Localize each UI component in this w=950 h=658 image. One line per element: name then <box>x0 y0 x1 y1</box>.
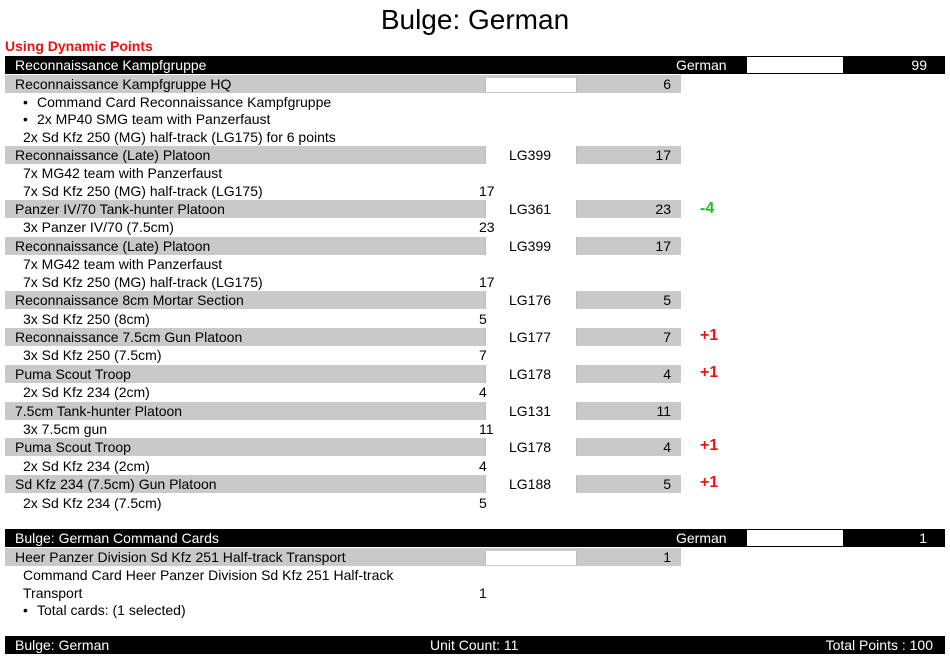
unit-points: 11 <box>656 403 671 419</box>
card-points: 1 <box>663 549 671 565</box>
unit-code: LG131 <box>485 402 577 420</box>
unit-row[interactable] <box>5 365 681 383</box>
unit-row[interactable] <box>5 237 681 255</box>
unit-code: LG188 <box>485 475 577 493</box>
footer-total-points: Total Points : 100 <box>825 637 933 653</box>
unit-code <box>485 78 577 92</box>
force-faction: German <box>676 57 727 73</box>
unit-points: 4 <box>663 366 671 382</box>
unit-detail-points: 17 <box>479 274 495 290</box>
unit-code: LG399 <box>485 237 577 255</box>
unit-name: 7.5cm Tank-hunter Platoon <box>15 403 183 419</box>
unit-points: 23 <box>655 201 671 217</box>
cards-section-title: Bulge: German Command Cards <box>15 530 219 546</box>
unit-detail-points: 17 <box>479 183 495 199</box>
cards-faction: German <box>676 530 727 546</box>
unit-name: Reconnaissance 8cm Mortar Section <box>15 292 244 308</box>
point-change-badge: +1 <box>700 474 719 491</box>
unit-code: LG176 <box>485 291 577 309</box>
unit-name: Reconnaissance Kampfgruppe HQ <box>15 76 232 92</box>
unit-detail: 2x Sd Kfz 234 (7.5cm) <box>23 495 162 511</box>
unit-detail: 3x Sd Kfz 250 (7.5cm) <box>23 347 162 363</box>
unit-name: Puma Scout Troop <box>15 439 131 455</box>
unit-points: 17 <box>655 147 671 163</box>
card-row[interactable] <box>5 548 681 566</box>
force-name: Reconnaissance Kampfgruppe <box>15 57 207 73</box>
unit-detail: 7x Sd Kfz 250 (MG) half-track (LG175) <box>23 183 263 199</box>
force-points: 99 <box>911 57 927 73</box>
footer-unit-count: Unit Count: 11 <box>430 637 519 653</box>
unit-detail-points: 4 <box>479 458 487 474</box>
unit-row[interactable] <box>5 402 681 420</box>
unit-row[interactable] <box>5 146 681 164</box>
point-change-badge: +1 <box>700 327 719 344</box>
card-total: • Total cards: (1 selected) <box>37 601 186 619</box>
unit-row[interactable] <box>5 328 681 346</box>
unit-detail: 3x 7.5cm gun <box>23 421 108 437</box>
force-header-bar <box>5 56 945 74</box>
unit-row[interactable] <box>5 200 681 218</box>
card-name: Heer Panzer Division Sd Kfz 251 Half-track Transport <box>15 549 346 565</box>
unit-code: LG399 <box>485 146 577 164</box>
unit-points: 17 <box>655 238 671 254</box>
unit-name: Sd Kfz 234 (7.5cm) Gun Platoon <box>15 476 217 492</box>
force-points-box <box>747 57 843 73</box>
page-title: Bulge: German <box>380 4 570 35</box>
unit-detail-points: 4 <box>479 384 487 400</box>
unit-detail-bullet: • 2x MP40 SMG team with Panzerfaust <box>37 110 270 128</box>
unit-name: Panzer IV/70 Tank-hunter Platoon <box>15 201 225 217</box>
card-code <box>485 551 577 565</box>
footer-list-name: Bulge: German <box>15 637 110 653</box>
unit-points: 7 <box>663 329 671 345</box>
cards-header-bar <box>5 529 945 547</box>
unit-code: LG178 <box>485 438 577 456</box>
unit-row[interactable] <box>5 75 681 93</box>
unit-detail: 2x Sd Kfz 234 (2cm) <box>23 384 150 400</box>
unit-detail: 3x Panzer IV/70 (7.5cm) <box>23 219 174 235</box>
unit-detail: 7x MG42 team with Panzerfaust <box>23 256 223 272</box>
point-change-badge: +1 <box>700 364 719 381</box>
unit-code: LG178 <box>485 365 577 383</box>
unit-detail: 7x Sd Kfz 250 (MG) half-track (LG175) <box>23 274 263 290</box>
card-detail: Transport <box>23 585 83 601</box>
unit-name: Reconnaissance (Late) Platoon <box>15 147 211 163</box>
unit-row[interactable] <box>5 291 681 309</box>
unit-detail-points: 5 <box>479 311 487 327</box>
unit-code: LG361 <box>485 200 577 218</box>
card-detail: Command Card Heer Panzer Division Sd Kfz 251 Half-track <box>23 567 394 583</box>
unit-name: Reconnaissance 7.5cm Gun Platoon <box>15 329 243 345</box>
unit-detail-points: 5 <box>479 495 487 511</box>
unit-row[interactable] <box>5 438 681 456</box>
point-change-badge: +1 <box>700 437 719 454</box>
unit-points: 4 <box>663 439 671 455</box>
unit-points: 6 <box>663 76 671 92</box>
unit-detail-points: 7 <box>479 347 487 363</box>
unit-points: 5 <box>663 476 671 492</box>
footer-bar <box>5 636 945 654</box>
unit-row[interactable] <box>5 475 681 493</box>
unit-code: LG177 <box>485 328 577 346</box>
dynamic-points-label: Using Dynamic Points <box>5 38 153 54</box>
card-detail-points: 1 <box>479 585 487 601</box>
unit-detail: 3x Sd Kfz 250 (8cm) <box>23 311 150 327</box>
unit-detail-points: 23 <box>479 219 495 235</box>
cards-points: 1 <box>919 530 927 546</box>
unit-detail: 2x Sd Kfz 250 (MG) half-track (LG175) for 6 points <box>23 129 336 145</box>
unit-detail-bullet: • Command Card Reconnaissance Kampfgruppe <box>37 93 331 111</box>
unit-detail-points: 11 <box>479 421 494 437</box>
point-change-badge: -4 <box>700 200 715 217</box>
unit-name: Reconnaissance (Late) Platoon <box>15 238 211 254</box>
cards-points-box <box>747 530 843 546</box>
unit-points: 5 <box>663 292 671 308</box>
unit-detail: 7x MG42 team with Panzerfaust <box>23 165 223 181</box>
unit-detail: 2x Sd Kfz 234 (2cm) <box>23 458 150 474</box>
unit-name: Puma Scout Troop <box>15 366 131 382</box>
